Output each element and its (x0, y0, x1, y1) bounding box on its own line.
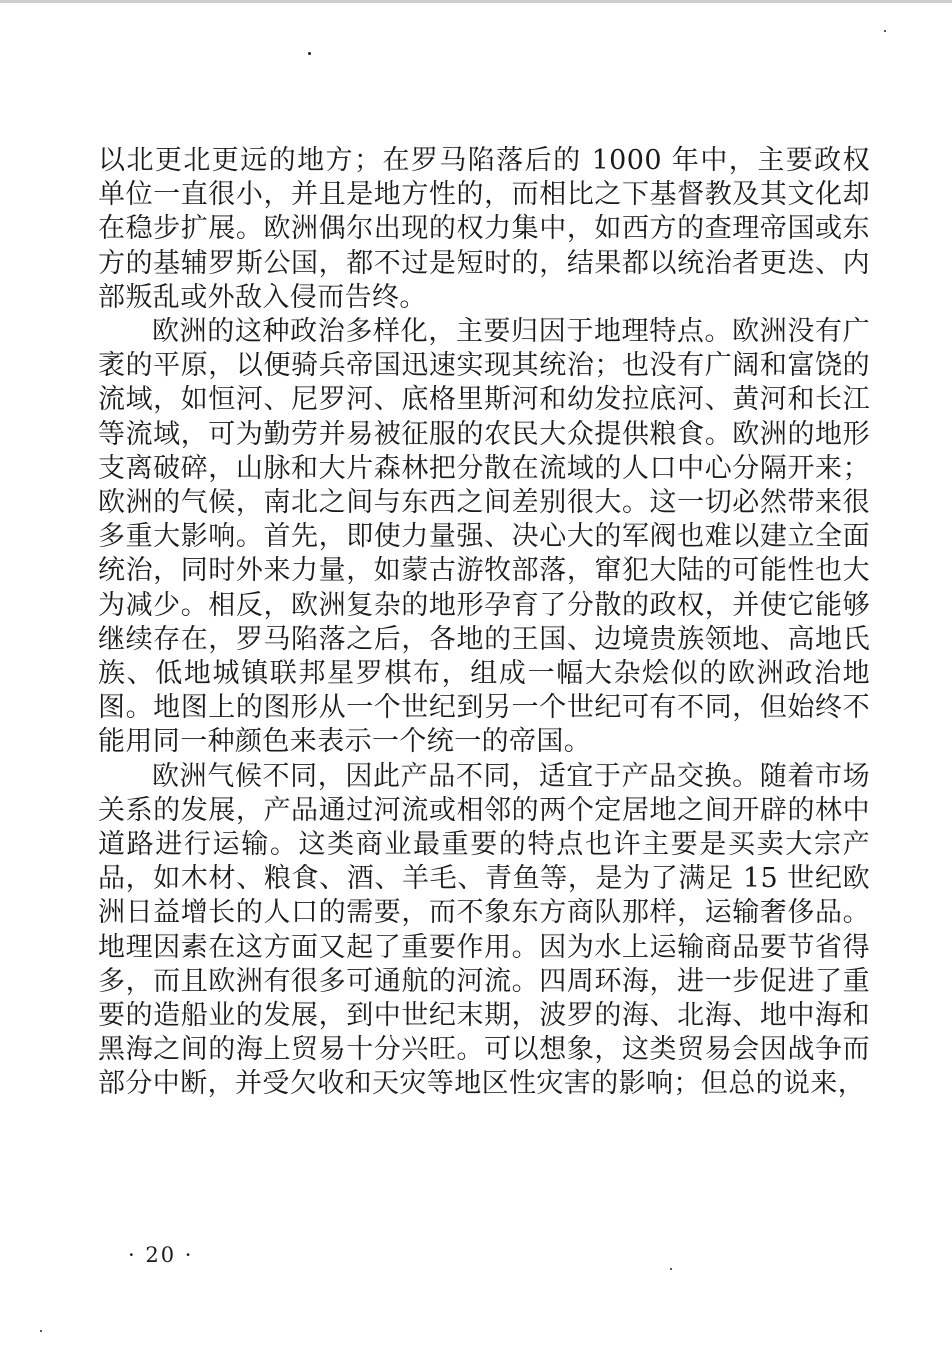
scan-top-edge (0, 0, 952, 3)
scan-speck (670, 1268, 672, 1270)
paragraph-political-diversity: 欧洲的这种政治多样化，主要归因于地理特点。欧洲没有广袤的平原，以便骑兵帝国迅速实现其统治；也没有广阔和富饶的流域，如恒河、尼罗河、底格里斯河和幼发拉底河、黄河和长江等流域，可为勤劳并易被征服的农民大众提供粮食。欧洲的地形支离破碎，山脉和大片森林把分散在流域的人口中心分隔开来；欧洲的气候，南北之间与东西之间差别很大。这一切必然带来很多重大影响。首先，即使力量强、决心大的军阀也难以建立全面统治，同时外来力量，如蒙古游牧部落，窜犯大陆的可能性也大为减少。相反，欧洲复杂的地形孕育了分散的政权，并使它能够继续存在，罗马陷落之后，各地的王国、边境贵族领地、高地氏族、低地城镇联邦星罗棋布，组成一幅大杂烩似的欧洲政治地图。地图上的图形从一个世纪到另一个世纪可有不同，但始终不能用同一种颜色来表示一个统一的帝国。 (98, 316, 870, 758)
scan-speck (884, 30, 886, 32)
page-number: · 20 · (128, 1243, 194, 1267)
scan-speck (308, 52, 311, 55)
paragraph-continued: 以北更北更远的地方；在罗马陷落后的 1000 年中，主要政权单位一直很小，并且是地方性的，而相比之下基督教及其文化却在稳步扩展。欧洲偶尔出现的权力集中，如西方的查理帝国或东方的基辅罗斯公国，都不过是短时的，结果都以统治者更迭、内部叛乱或外敌入侵而告终。 (98, 145, 870, 313)
scan-speck (40, 1330, 42, 1332)
body-text (98, 144, 870, 1102)
paragraph-trade: 欧洲气候不同，因此产品不同，适宜于产品交换。随着市场关系的发展，产品通过河流或相邻的两个定居地之间开辟的林中道路进行运输。这类商业最重要的特点也许主要是买卖大宗产品，如木材、粮食、酒、羊毛、青鱼等，是为了满足 15 世纪欧洲日益增长的人口的需要，而不象东方商队那样，运输奢侈品。地理因素在这方面又起了重要作用。因为水上运输商品要节省得多，而且欧洲有很多可通航的河流。四周环海，进一步促进了重要的造船业的发展，到中世纪末期，波罗的海、北海、地中海和黑海之间的海上贸易十分兴旺。可以想象，这类贸易会因战争而部分中断，并受欠收和天灾等地区性灾害的影响；但总的说来， (98, 760, 870, 1100)
